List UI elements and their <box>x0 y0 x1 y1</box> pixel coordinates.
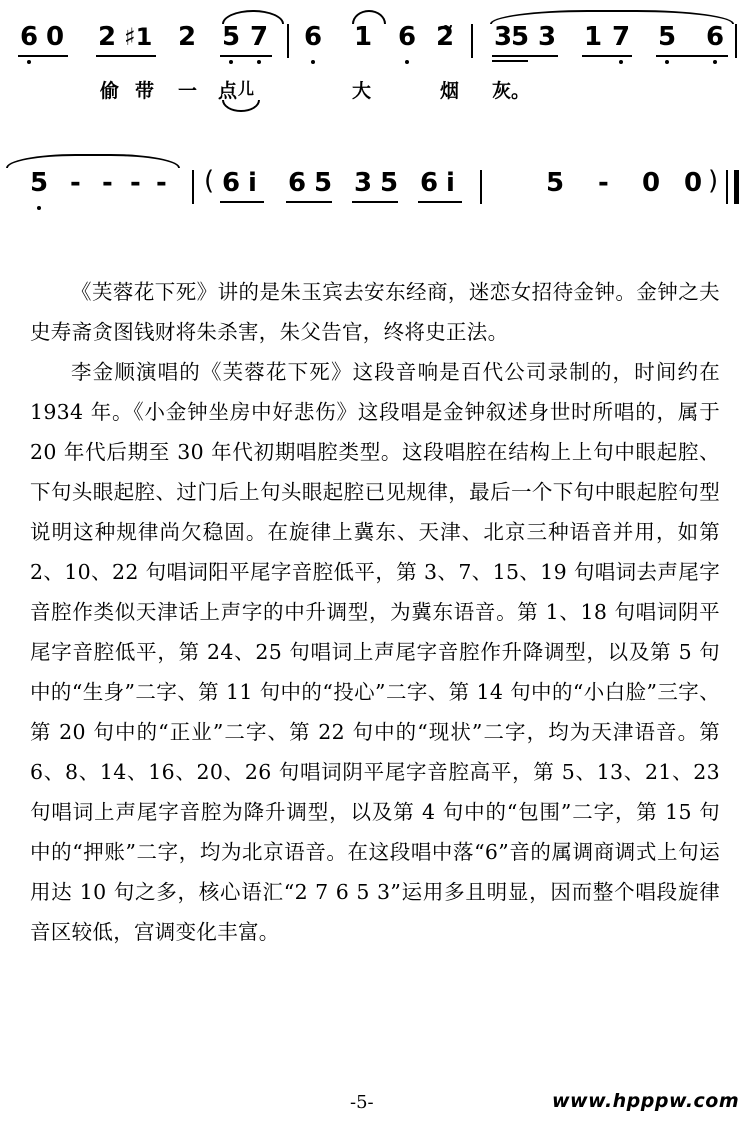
note: - <box>598 168 609 198</box>
low-octave-dot <box>713 60 717 64</box>
note: - <box>156 168 167 198</box>
note: - <box>130 168 141 198</box>
lyric-char: 一 <box>178 80 198 102</box>
barline <box>192 170 194 204</box>
final-barline <box>734 170 739 204</box>
low-octave-dot <box>229 60 233 64</box>
note: 1 <box>354 22 373 52</box>
low-octave-dot <box>405 60 409 64</box>
note: 5 <box>314 168 333 198</box>
note: i <box>248 168 257 198</box>
barline <box>471 24 473 58</box>
note: 6 <box>304 22 323 52</box>
beam <box>96 55 156 57</box>
beam <box>418 201 462 203</box>
note: - <box>70 168 81 198</box>
slur <box>352 10 386 24</box>
note: 6 <box>222 168 241 198</box>
beam <box>220 201 264 203</box>
barline <box>735 24 737 58</box>
note: 3 <box>494 22 513 52</box>
note: 7 <box>250 22 269 52</box>
note: 0 <box>642 168 661 198</box>
paragraph: 《芙蓉花下死》讲的是朱玉宾去安东经商，迷恋女招待金钟。金钟之夫史寿斋贪图钱财将朱杀害，朱父告官，终将史正法。 <box>30 280 720 344</box>
note: 6 <box>288 168 307 198</box>
beam <box>220 55 272 57</box>
lyric-tie <box>222 100 260 112</box>
slur <box>222 10 284 24</box>
score-line-1 <box>0 22 750 72</box>
note: 2 <box>178 22 197 52</box>
lyric-char: 烟 <box>440 80 460 102</box>
lyric-char: 带 <box>135 80 155 102</box>
note: 6 <box>20 22 39 52</box>
lyric-char: 大 <box>352 80 372 102</box>
close-paren: ) <box>708 166 719 196</box>
note: - <box>102 168 113 198</box>
low-octave-dot <box>257 60 261 64</box>
beam <box>582 55 632 57</box>
note: 2 <box>98 22 117 52</box>
note: 5 <box>511 22 530 52</box>
low-octave-dot <box>37 206 41 210</box>
slur <box>6 154 180 168</box>
paragraph: 李金顺演唱的《芙蓉花下死》这段音响是百代公司录制的，时间约在 1934 年。《小金钟坐房中好悲伤》这段唱是金钟叙述身世时所唱的，属于 20 年代后期至 30 年代初期唱腔类型。这段唱腔在结构上上句中眼起腔、下句头眼起腔、过门后上句头眼起腔已见规律，最后一个下句中眼起腔句型说明这种规律尚欠稳固。在旋律上冀东、天津、北京三种语音并用，如第 2、10、22 句唱词阳平尾字音腔低平，第 3、7、15、19 句唱词去声尾字音腔作类似天津话上声字的中升调型，为冀东语音。第 1、18 句唱词阴平尾字音腔低平，第 24、25 句唱词上声尾字音腔作升降调型，以及第 5 句中的“生身”二字、第 11 句中的“投心”二字、第 14 句中的“小白脸”三字、第 20 句中的“正业”二字、第 22 句中的“现状”二字，均为天津语音。第 6、8、14、16、20、26 句唱词阴平尾字音腔高平，第 5、13、21、23 句唱词上声尾字音腔为降升调型，以及第 4 句中的“包围”二字，第 15 句中的“押账”二字，均为北京语音。在这段唱中落“6”音的属调商调式上句运用达 10 句之多，核心语汇“2 7 6 5 3”运用多且明显，因而整个唱段旋律音区较低，宫调变化丰富。 <box>30 360 720 944</box>
score-line-2 <box>0 168 750 218</box>
page-number: -5- <box>350 1092 374 1113</box>
note: 6 <box>420 168 439 198</box>
beam <box>18 55 68 57</box>
note: 6 <box>398 22 417 52</box>
lyric-char: 儿 <box>238 79 255 98</box>
note: i <box>446 168 455 198</box>
body-text <box>30 272 720 952</box>
note: 2̃ <box>436 22 455 52</box>
note: 0 <box>46 22 65 52</box>
note: 5 <box>658 22 677 52</box>
note: 1 <box>584 22 603 52</box>
beam <box>286 201 332 203</box>
note: 7 <box>612 22 631 52</box>
low-octave-dot <box>27 60 31 64</box>
watermark: www.hpppw.com <box>552 1090 740 1112</box>
lyric-char: 点 <box>218 80 238 102</box>
note: 0 <box>684 168 703 198</box>
low-octave-dot <box>619 60 623 64</box>
note: 6 <box>706 22 725 52</box>
beam <box>492 60 528 62</box>
note: 5 <box>222 22 241 52</box>
beam <box>656 55 728 57</box>
lyric-char: 灰。 <box>492 80 531 102</box>
barline <box>726 170 728 204</box>
note: 3 <box>354 168 373 198</box>
note: 3 <box>538 22 557 52</box>
beam <box>352 201 398 203</box>
note: 5 <box>30 168 49 198</box>
barline <box>287 24 289 58</box>
low-octave-dot <box>311 60 315 64</box>
lyric-char: 偷 <box>100 80 120 102</box>
note: 5 <box>380 168 399 198</box>
note: 5 <box>546 168 565 198</box>
barline <box>480 170 482 204</box>
open-paren: ( <box>204 166 215 196</box>
low-octave-dot <box>665 60 669 64</box>
note: ♯1 <box>124 23 153 51</box>
beam <box>492 55 558 57</box>
